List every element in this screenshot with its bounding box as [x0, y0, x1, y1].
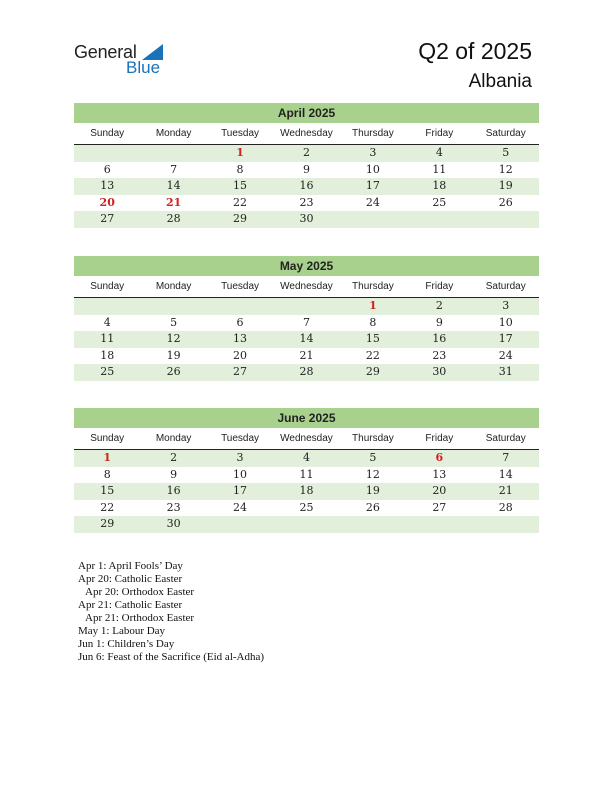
- holiday-note: Apr 21: Catholic Easter: [78, 599, 183, 611]
- logo-blue-text: Blue: [126, 58, 161, 77]
- day-cell: 16: [299, 179, 314, 192]
- day-cell: 21: [299, 348, 314, 362]
- day-cell: 20: [432, 484, 447, 497]
- day-cell: [340, 516, 406, 533]
- day-cell: 18: [432, 179, 447, 192]
- logo-general-text: General: [74, 42, 137, 62]
- day-cell: 26: [166, 365, 181, 378]
- day-cell: 22: [365, 348, 380, 362]
- day-cell: [207, 516, 273, 533]
- day-cell: [340, 211, 406, 228]
- day-cell: 24: [498, 348, 513, 362]
- weekday-header-row: [74, 428, 539, 450]
- day-cell: 22: [233, 195, 248, 209]
- logo: [74, 42, 174, 78]
- day-cell: 30: [166, 517, 181, 530]
- day-cell: 25: [299, 500, 314, 514]
- week-row: [74, 195, 539, 212]
- day-cell: 14: [299, 332, 314, 345]
- holiday-day-cell: 21: [165, 195, 182, 209]
- day-cell: 15: [233, 179, 248, 192]
- week-row: [74, 348, 539, 365]
- day-cell: 4: [103, 315, 111, 329]
- week-row: [74, 145, 539, 162]
- day-cell: 24: [365, 195, 380, 209]
- day-cell: 23: [166, 500, 181, 514]
- day-cell: 26: [498, 195, 513, 209]
- day-cell: 27: [233, 365, 248, 378]
- day-cell: 13: [233, 332, 248, 345]
- holiday-day-cell: 1: [103, 451, 112, 464]
- day-cell: 23: [299, 195, 314, 209]
- week-row: [74, 364, 539, 381]
- day-cell: 7: [302, 315, 310, 329]
- day-cell: 19: [365, 484, 380, 497]
- day-cell: 16: [166, 484, 181, 497]
- weekday-label: Sunday: [90, 128, 125, 139]
- day-cell: 26: [365, 500, 380, 514]
- day-cell: 12: [365, 467, 380, 481]
- day-cell: 19: [498, 179, 513, 192]
- day-cell: [273, 516, 339, 533]
- month-calendar: [74, 256, 539, 381]
- day-cell: 11: [100, 332, 115, 345]
- weekday-label: Friday: [425, 281, 454, 292]
- day-cell: 25: [100, 365, 115, 378]
- weekday-label: Tuesday: [221, 128, 260, 139]
- day-cell: 20: [233, 348, 248, 362]
- holiday-note: Apr 20: Catholic Easter: [78, 573, 183, 585]
- day-cell: 27: [100, 212, 115, 225]
- day-cell: 24: [233, 500, 248, 514]
- day-cell: 29: [233, 212, 248, 225]
- day-cell: 11: [432, 162, 447, 176]
- day-cell: 22: [100, 500, 115, 514]
- weekday-label: Monday: [155, 433, 192, 444]
- week-row: [74, 500, 539, 517]
- holiday-notes: [78, 560, 264, 664]
- week-row: [74, 178, 539, 195]
- day-cell: 13: [432, 467, 447, 481]
- weekday-label: Wednesday: [280, 433, 333, 444]
- day-cell: 9: [302, 162, 310, 176]
- weekday-label: Saturday: [485, 433, 526, 444]
- day-cell: 28: [498, 500, 513, 514]
- day-cell: [74, 298, 140, 315]
- day-cell: 15: [365, 332, 380, 345]
- day-cell: 29: [100, 517, 115, 530]
- weekday-label: Friday: [425, 128, 454, 139]
- day-cell: 31: [498, 365, 513, 378]
- day-cell: 11: [299, 467, 314, 481]
- week-row: [74, 211, 539, 228]
- week-row: [74, 516, 539, 533]
- week-row: [74, 315, 539, 332]
- weekday-label: Wednesday: [280, 128, 333, 139]
- day-cell: [473, 516, 539, 533]
- weekday-label: Thursday: [352, 281, 394, 292]
- day-cell: 5: [170, 315, 178, 329]
- day-cell: 10: [365, 162, 380, 176]
- day-cell: [74, 145, 140, 162]
- day-cell: 6: [103, 162, 111, 176]
- day-cell: [207, 298, 273, 315]
- day-cell: 3: [236, 451, 244, 464]
- week-row: [74, 298, 539, 315]
- day-cell: 7: [502, 451, 510, 464]
- day-cell: 7: [170, 162, 178, 176]
- day-cell: 17: [498, 332, 513, 345]
- day-cell: 12: [166, 332, 181, 345]
- day-cell: 28: [299, 365, 314, 378]
- day-cell: 2: [170, 451, 178, 464]
- day-cell: 17: [233, 484, 248, 497]
- weekday-label: Monday: [155, 128, 192, 139]
- weekday-label: Saturday: [485, 281, 526, 292]
- day-cell: 30: [299, 212, 314, 225]
- month-calendar: [74, 103, 539, 228]
- day-cell: 10: [233, 467, 248, 481]
- day-cell: 10: [498, 315, 513, 329]
- day-cell: 19: [166, 348, 181, 362]
- holiday-note: Jun 1: Children’s Day: [78, 638, 175, 650]
- day-cell: 23: [432, 348, 447, 362]
- holiday-day-cell: 20: [99, 195, 115, 209]
- week-row: [74, 483, 539, 500]
- day-cell: [473, 211, 539, 228]
- day-cell: 21: [498, 484, 513, 497]
- day-cell: 9: [170, 467, 178, 481]
- day-cell: 3: [502, 299, 510, 312]
- month-title: June 2025: [74, 408, 539, 428]
- day-cell: 5: [502, 146, 510, 159]
- day-cell: [406, 516, 472, 533]
- month-title: May 2025: [74, 256, 539, 276]
- holiday-note: Apr 20: Orthodox Easter: [85, 586, 195, 598]
- day-cell: 18: [299, 484, 314, 497]
- weekday-label: Sunday: [90, 281, 125, 292]
- holiday-note: Apr 1: April Fools’ Day: [78, 560, 183, 572]
- month-title: April 2025: [74, 103, 539, 123]
- day-cell: [140, 145, 206, 162]
- day-cell: 8: [369, 315, 377, 329]
- weekday-label: Monday: [155, 281, 192, 292]
- week-row: [74, 467, 539, 484]
- day-cell: 14: [498, 467, 513, 481]
- month-calendar: [74, 408, 539, 533]
- day-cell: [140, 298, 206, 315]
- holiday-day-cell: 1: [369, 299, 377, 312]
- weekday-header-row: [74, 276, 539, 298]
- day-cell: 3: [369, 146, 377, 159]
- day-cell: 4: [302, 451, 310, 464]
- page-title: Q2 of 2025: [418, 38, 532, 64]
- day-cell: 4: [435, 146, 443, 159]
- weekday-label: Tuesday: [221, 433, 260, 444]
- day-cell: 29: [365, 365, 380, 378]
- day-cell: 15: [100, 484, 115, 497]
- day-cell: 13: [100, 179, 115, 192]
- weekday-label: Saturday: [485, 128, 526, 139]
- week-row: [74, 331, 539, 348]
- day-cell: 18: [100, 348, 115, 362]
- day-cell: 9: [435, 315, 443, 329]
- week-row: [74, 162, 539, 179]
- holiday-note: Apr 21: Orthodox Easter: [85, 612, 195, 624]
- country-name: Albania: [468, 71, 532, 92]
- weekday-label: Tuesday: [221, 281, 260, 292]
- day-cell: 8: [236, 162, 244, 176]
- day-cell: 16: [432, 332, 447, 345]
- day-cell: 12: [498, 162, 513, 176]
- day-cell: 6: [236, 315, 244, 329]
- day-cell: 28: [166, 212, 181, 225]
- week-row: [74, 450, 539, 467]
- day-cell: 8: [103, 467, 111, 481]
- day-cell: 30: [432, 365, 447, 378]
- weekday-label: Sunday: [90, 433, 125, 444]
- day-cell: 27: [432, 500, 447, 514]
- weekday-label: Thursday: [352, 433, 394, 444]
- day-cell: 2: [435, 299, 443, 312]
- weekday-label: Wednesday: [280, 281, 333, 292]
- day-cell: [273, 298, 339, 315]
- holiday-day-cell: 1: [236, 146, 244, 159]
- holiday-note: May 1: Labour Day: [78, 625, 166, 637]
- day-cell: [406, 211, 472, 228]
- weekday-label: Friday: [425, 433, 454, 444]
- day-cell: 25: [432, 195, 447, 209]
- holiday-day-cell: 6: [435, 451, 444, 464]
- holiday-note: Jun 6: Feast of the Sacrifice (Eid al-Adha): [78, 651, 265, 663]
- day-cell: 17: [365, 179, 380, 192]
- day-cell: 5: [369, 451, 377, 464]
- weekday-header-row: [74, 123, 539, 145]
- weekday-label: Thursday: [352, 128, 394, 139]
- day-cell: 2: [302, 146, 310, 159]
- day-cell: 14: [166, 179, 181, 192]
